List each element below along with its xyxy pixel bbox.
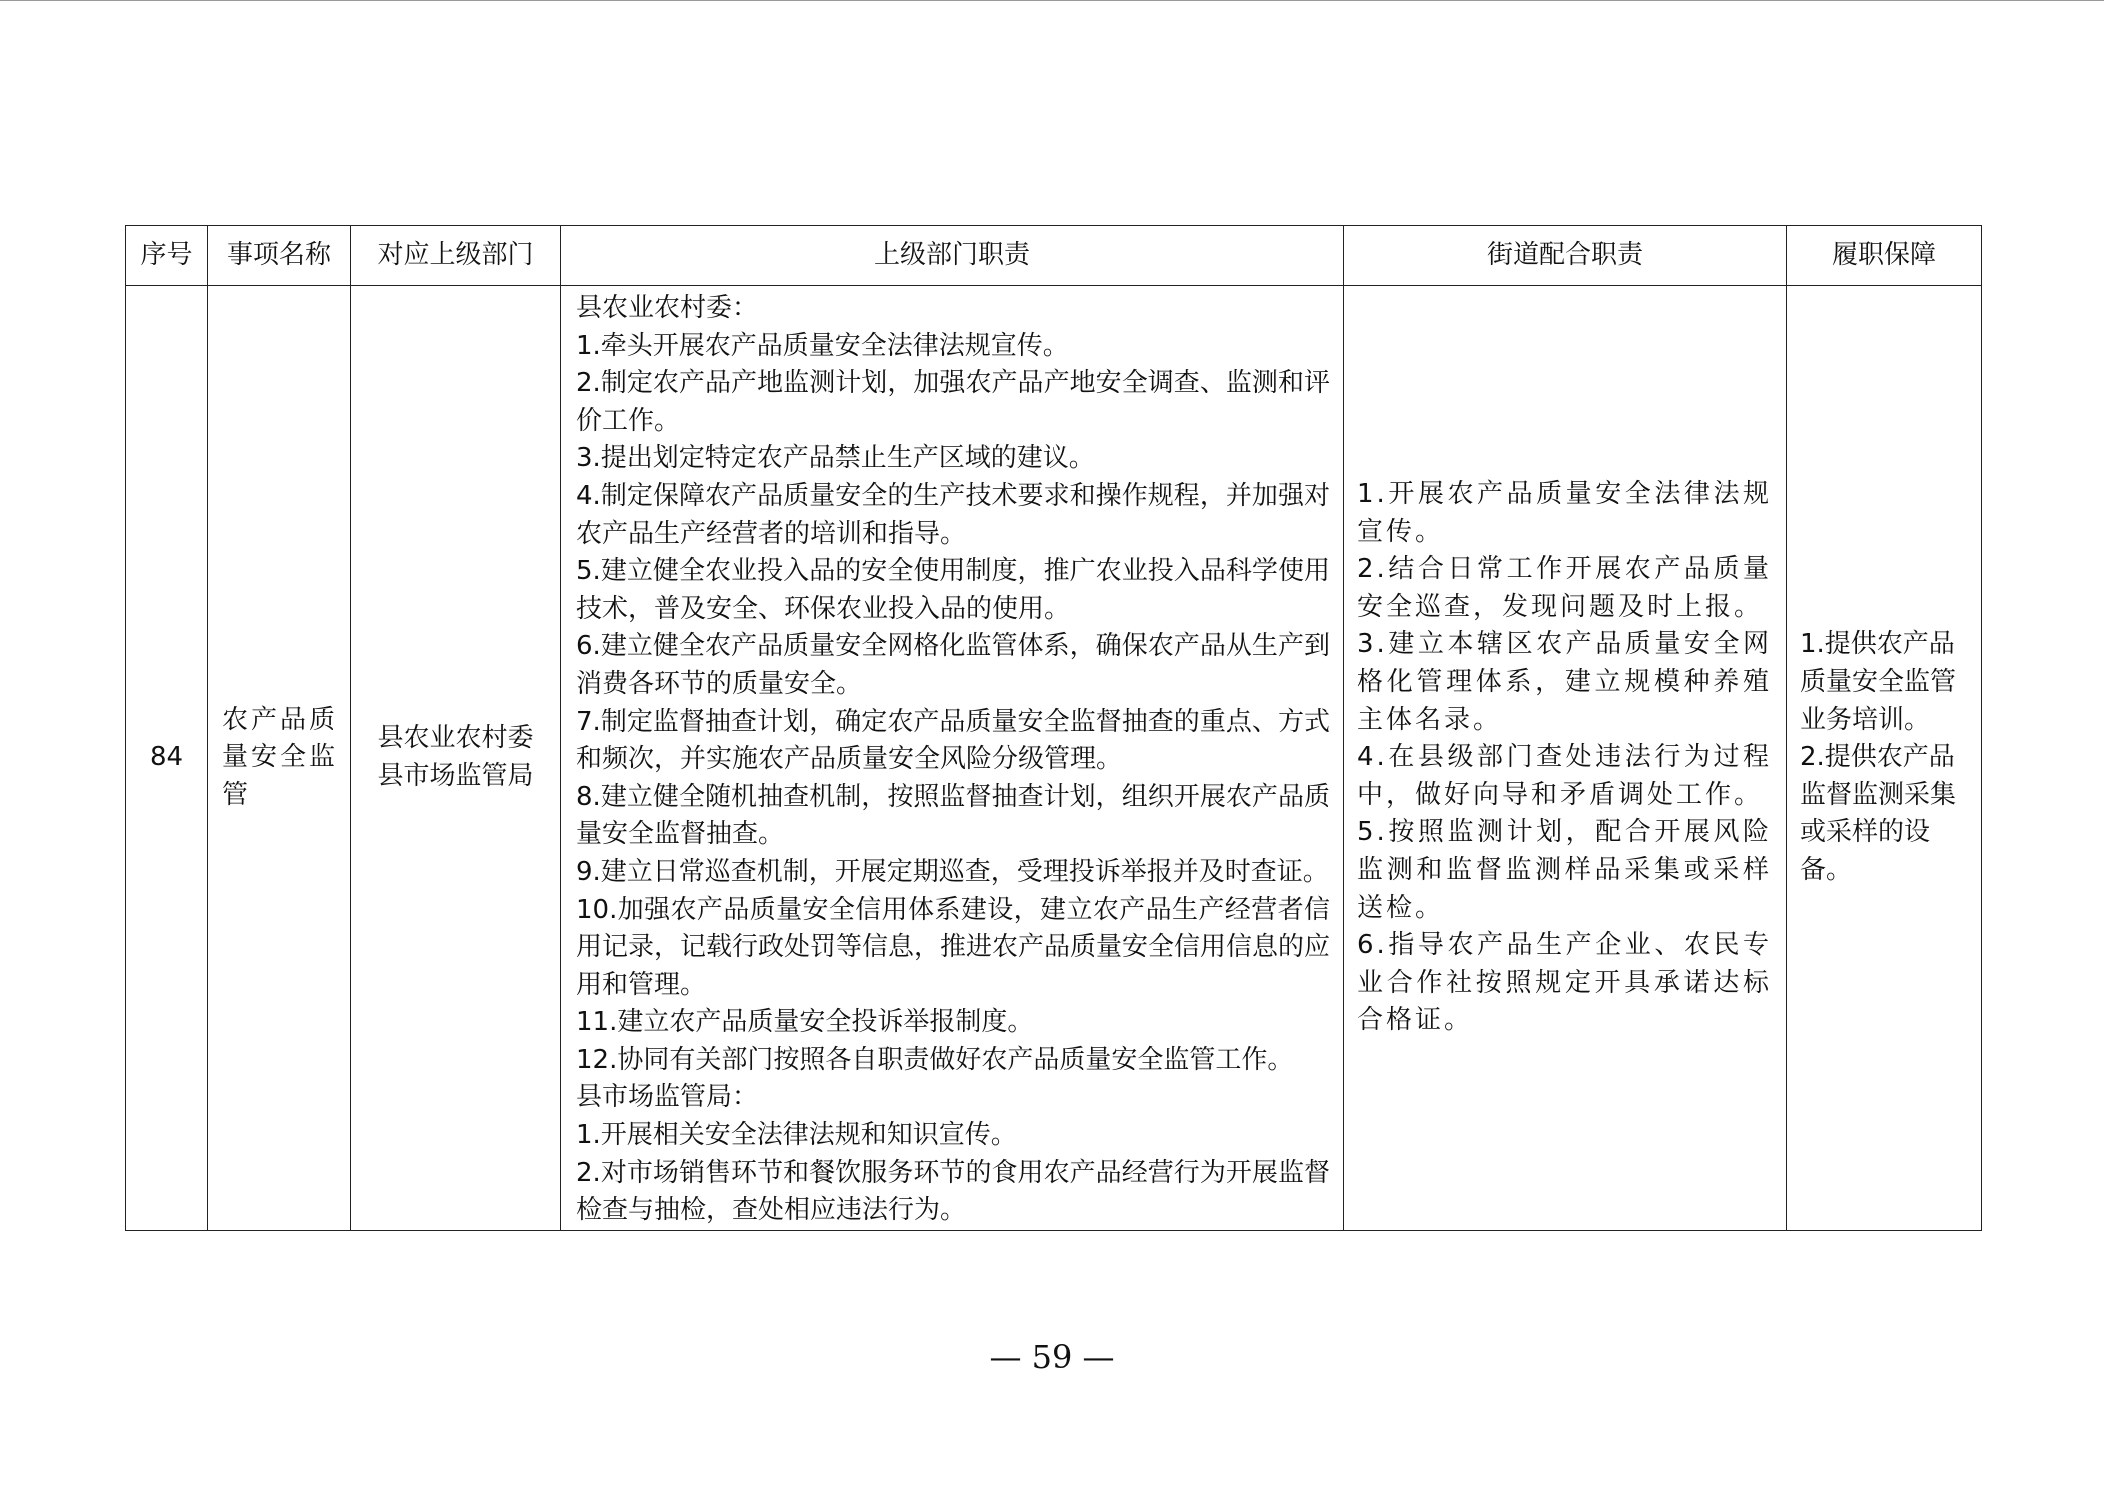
- cell-superior-duties: [561, 286, 1344, 1231]
- street-duty-item: 2.结合日常工作开展农产品质量安全巡查，发现问题及时上报。: [1357, 554, 1772, 622]
- duty-item: 7.制定监督抽查计划，确定农产品质量安全监督抽查的重点、方式和频次，并实施农产品质量安全风险分级管理。: [576, 706, 1330, 775]
- guarantee-item: 1.提供农产品质量安全监管业务培训。: [1800, 629, 1957, 735]
- cell-departments: [351, 286, 561, 1231]
- header-guarantees: 履职保障: [1787, 226, 1982, 286]
- duty-heading: 县市场监管局：: [576, 1082, 759, 1113]
- page-number: — 59 —: [989, 1338, 1115, 1376]
- table-header-row: [126, 226, 1982, 286]
- street-duty-item: 3.建立本辖区农产品质量安全网格化管理体系，建立规模种养殖主体名录。: [1357, 629, 1772, 735]
- duty-item: 2.制定农产品产地监测计划，加强农产品产地安全调查、监测和评价工作。: [576, 368, 1330, 436]
- duty-item: 2.对市场销售环节和餐饮服务环节的食用农产品经营行为开展监督检查与抽检，查处相应违法行为。: [576, 1157, 1330, 1226]
- duty-item: 6.建立健全农产品质量安全网格化监管体系，确保农产品从生产到消费各环节的质量安全。: [576, 631, 1330, 699]
- header-superior-duties: 上级部门职责: [561, 226, 1344, 286]
- street-duty-item: 4.在县级部门查处违法行为过程中，做好向导和矛盾调处工作。: [1357, 742, 1772, 810]
- cell-item-name: 农产品质量安全监管: [208, 286, 351, 1231]
- duty-item: 12.协同有关部门按照各自职责做好农产品质量安全监管工作。: [576, 1044, 1294, 1075]
- street-duty-item: 1.开展农产品质量安全法律法规宣传。: [1357, 478, 1772, 547]
- guarantee-item: 2.提供农产品监督监测采集或采样的设备。: [1800, 742, 1957, 885]
- header-department: 对应上级部门: [351, 226, 561, 286]
- street-duty-item: 6.指导农产品生产企业、农民专业合作社按照规定开具承诺达标合格证。: [1357, 930, 1772, 1036]
- department: 县市场监管局: [377, 760, 534, 791]
- table-row: [126, 286, 1982, 1231]
- department: 县农业农村委: [377, 723, 534, 754]
- cell-guarantees: [1787, 286, 1982, 1231]
- duty-item: 1.牵头开展农产品质量安全法律法规宣传。: [576, 330, 1069, 361]
- duty-item: 3.提出划定特定农产品禁止生产区域的建议。: [576, 443, 1095, 474]
- duty-item: 11.建立农产品质量安全投诉举报制度。: [576, 1007, 1034, 1038]
- duty-item: 10.加强农产品质量安全信用体系建设，建立农产品生产经营者信用记录，记载行政处罚等信息，推进农产品质量安全信用信息的应用和管理。: [576, 894, 1331, 1000]
- page-top-border: [0, 0, 2104, 1]
- header-number: 序号: [126, 226, 208, 286]
- cell-number: 84: [126, 286, 208, 1231]
- duty-item: 4.制定保障农产品质量安全的生产技术要求和操作规程，并加强对农产品生产经营者的培训和指导。: [576, 480, 1330, 549]
- duties-table: [125, 225, 1982, 1231]
- cell-street-duties: [1344, 286, 1787, 1231]
- street-duty-item: 5.按照监测计划，配合开展风险监测和监督监测样品采集或采样送检。: [1357, 817, 1772, 923]
- duty-item: 9.建立日常巡查机制，开展定期巡查，受理投诉举报并及时查证。: [576, 856, 1329, 887]
- duty-item: 1.开展相关安全法律法规和知识宣传。: [576, 1120, 1017, 1151]
- duty-heading: 县农业农村委：: [576, 293, 759, 323]
- duty-item: 5.建立健全农业投入品的安全使用制度，推广农业投入品科学使用技术，普及安全、环保农业投入品的使用。: [576, 556, 1330, 624]
- duty-item: 8.建立健全随机抽查机制，按照监督抽查计划，组织开展农产品质量安全监督抽查。: [576, 781, 1330, 850]
- header-street-duties: 街道配合职责: [1344, 226, 1787, 286]
- header-item-name: 事项名称: [208, 226, 351, 286]
